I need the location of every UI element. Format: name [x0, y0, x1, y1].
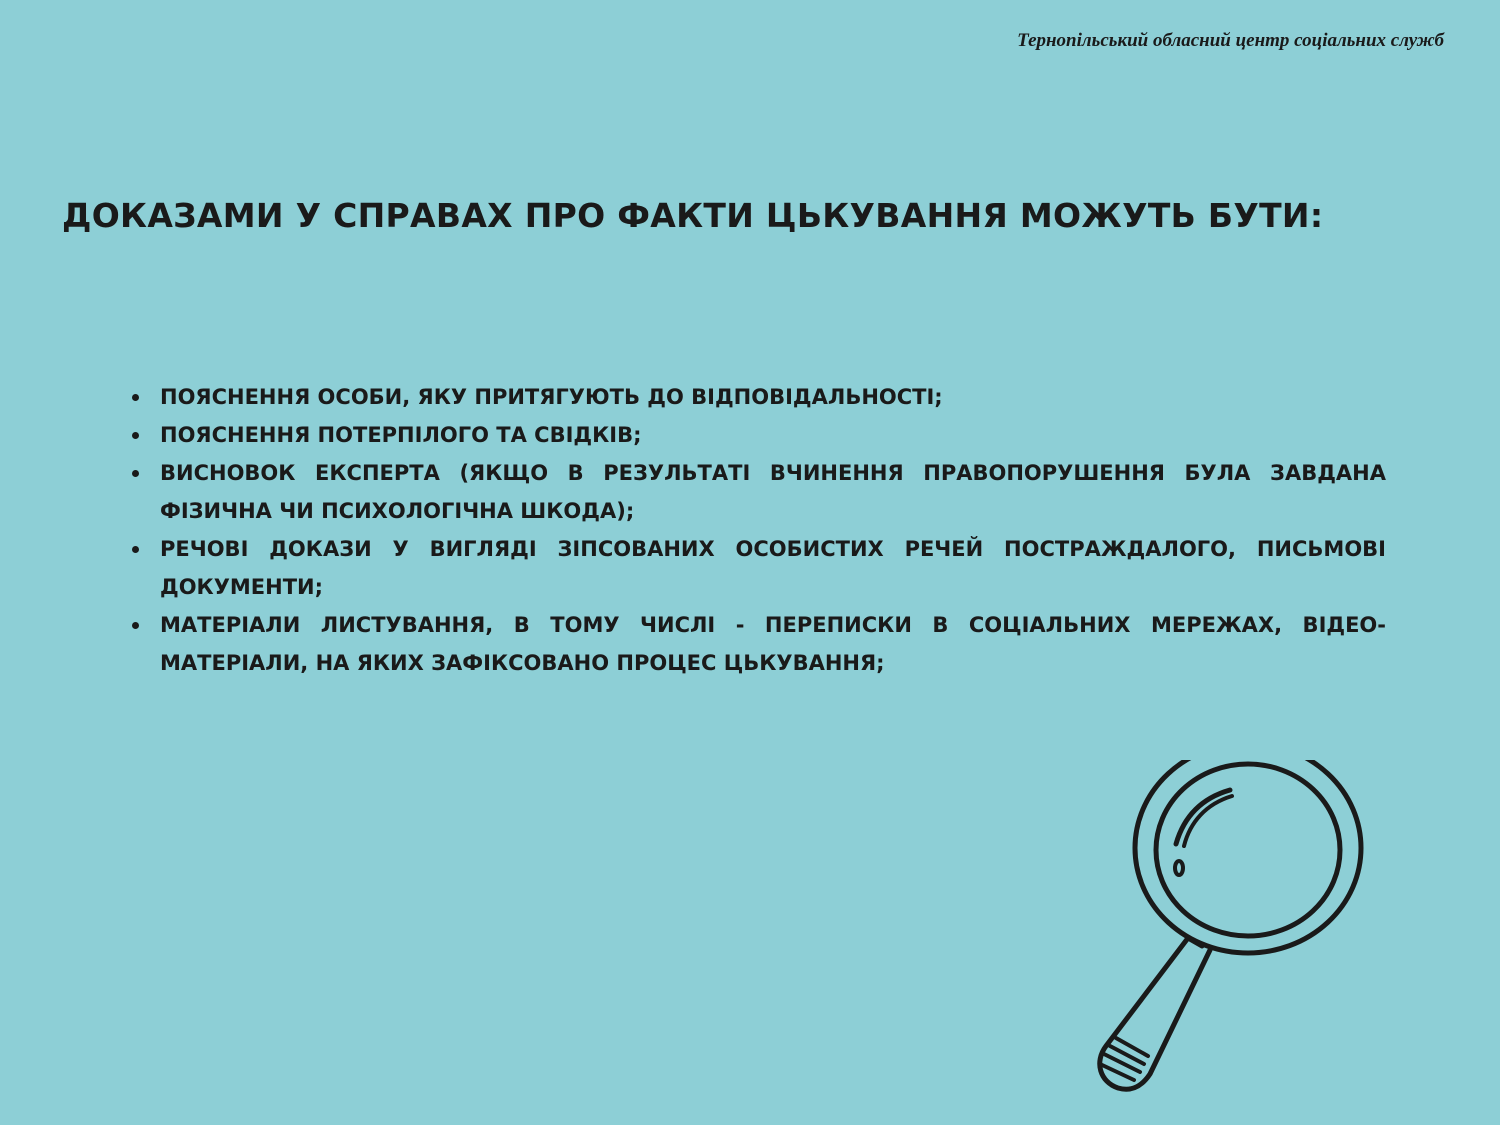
bullet-icon	[132, 546, 139, 553]
bullet-icon	[132, 394, 139, 401]
list-item-text: МАТЕРІАЛИ ЛИСТУВАННЯ, В ТОМУ ЧИСЛІ - ПЕРЕПИСКИ В СОЦІАЛЬНИХ МЕРЕЖАХ, ВІДЕО-МАТЕРІАЛИ, НА ЯКИХ ЗАФІКСОВАНО ПРОЦЕС ЦЬКУВАННЯ;	[160, 613, 1386, 675]
bullet-icon	[132, 470, 139, 477]
list-item-text: РЕЧОВІ ДОКАЗИ У ВИГЛЯДІ ЗІПСОВАНИХ ОСОБИСТИХ РЕЧЕЙ ПОСТРАЖДАЛОГО, ПИСЬМОВІ ДОКУМЕНТИ;	[160, 537, 1386, 599]
bullet-icon	[132, 432, 139, 439]
organization-name: Тернопільський обласний центр соціальних служб	[1017, 30, 1444, 51]
list-item	[160, 530, 1386, 606]
page-title: ДОКАЗАМИ У СПРАВАХ ПРО ФАКТИ ЦЬКУВАННЯ МОЖУТЬ БУТИ:	[62, 196, 1324, 235]
list-item	[160, 416, 1386, 454]
list-item-text: ПОЯСНЕННЯ ПОТЕРПІЛОГО ТА СВІДКІВ;	[160, 423, 642, 447]
list-item-text: ПОЯСНЕННЯ ОСОБИ, ЯКУ ПРИТЯГУЮТЬ ДО ВІДПОВІДАЛЬНОСТІ;	[160, 385, 943, 409]
list-item	[160, 454, 1386, 530]
magnifying-glass-icon	[1080, 760, 1380, 1100]
list-item	[160, 606, 1386, 682]
list-item	[160, 378, 1386, 416]
bullet-icon	[132, 622, 139, 629]
evidence-list	[160, 378, 1386, 682]
list-item-text: ВИСНОВОК ЕКСПЕРТА (ЯКЩО В РЕЗУЛЬТАТІ ВЧИНЕННЯ ПРАВОПОРУШЕННЯ БУЛА ЗАВДАНА ФІЗИЧНА ЧИ ПСИХОЛОГІЧНА ШКОДА);	[160, 461, 1386, 523]
